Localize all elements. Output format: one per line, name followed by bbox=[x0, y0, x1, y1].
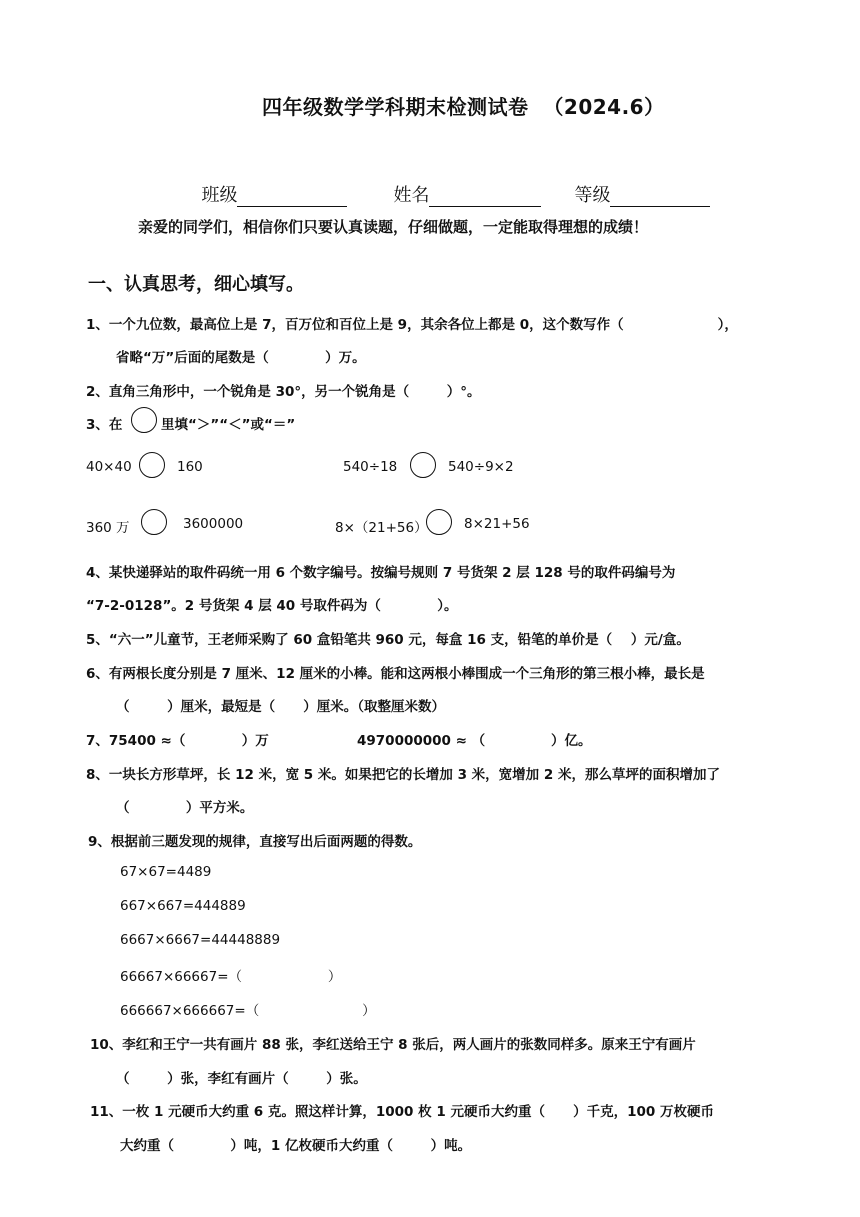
question-10-line-1: 10、李红和王宁一共有画片 88 张，李红送给王宁 8 张后，两人画片的张数同样多。原来王宁有画片 bbox=[90, 1037, 696, 1053]
question-7-part-b: 4970000000 ≈ （ ）亿。 bbox=[357, 733, 592, 749]
class-label: 班级 bbox=[201, 185, 238, 206]
question-1-line-1: 1、一个九位数，最高位上是 7，百万位和百位上是 9，其余各位上都是 0，这个数写作（ ）， bbox=[86, 317, 738, 333]
name-blank[interactable] bbox=[429, 186, 541, 207]
grade-blank[interactable] bbox=[610, 186, 710, 207]
question-6-line-2: （ ）厘米，最短是（ ）厘米。（取整厘米数） bbox=[116, 699, 446, 715]
compare-a-left: 40×40 bbox=[86, 459, 132, 475]
compare-circle-b[interactable] bbox=[410, 452, 436, 478]
question-5: 5、“六一”儿童节，王老师采购了 60 盒铅笔共 960 元，每盒 16 支，铅笔的单价是（ ）元/盒。 bbox=[86, 632, 690, 648]
grade-field bbox=[563, 160, 710, 207]
question-6-line-1: 6、有两根长度分别是 7 厘米、12 厘米的小棒。能和这两根小棒围成一个三角形的第三根小棒，最长是 bbox=[86, 666, 705, 682]
question-10-line-2: （ ）张，李红有画片（ ）张。 bbox=[116, 1071, 367, 1087]
question-9-eq-1: 67×67=4489 bbox=[120, 864, 212, 880]
question-9-eq-4: 66667×66667=（ ） bbox=[120, 969, 342, 985]
question-9-intro: 9、根据前三题发现的规律，直接写出后面两题的得数。 bbox=[88, 834, 422, 850]
question-9-eq-3: 6667×6667=44448889 bbox=[120, 932, 281, 948]
compare-a-right: 160 bbox=[177, 459, 203, 475]
question-7-part-a: 7、75400 ≈（ ）万 bbox=[86, 733, 269, 749]
question-1-line-2: 省略“万”后面的尾数是（ ）万。 bbox=[116, 350, 366, 366]
class-blank[interactable] bbox=[237, 186, 347, 207]
compare-b-right: 540÷9×2 bbox=[448, 459, 514, 475]
compare-c-right: 3600000 bbox=[183, 516, 244, 532]
question-4-line-2: “7-2-0128”。2 号货架 4 层 40 号取件码为（ ）。 bbox=[86, 598, 458, 614]
question-9-eq-2: 667×667=444889 bbox=[120, 898, 246, 914]
compare-circle-d[interactable] bbox=[426, 509, 452, 535]
question-8-line-2: （ ）平方米。 bbox=[116, 800, 254, 816]
question-3-post: 里填“＞”“＜”或“＝” bbox=[161, 417, 296, 433]
question-2: 2、直角三角形中，一个锐角是 30°，另一个锐角是（ ）°。 bbox=[86, 384, 481, 400]
grade-label: 等级 bbox=[574, 185, 611, 206]
compare-d-right: 8×21+56 bbox=[464, 516, 530, 532]
compare-d-left: 8×（21+56） bbox=[335, 520, 428, 536]
section-heading: 一、认真思考，细心填写。 bbox=[88, 274, 304, 295]
compare-circle-c[interactable] bbox=[141, 509, 167, 535]
name-field bbox=[382, 160, 541, 207]
question-11-line-2: 大约重（ ）吨，1 亿枚硬币大约重（ ）吨。 bbox=[120, 1138, 472, 1154]
motto-text: 亲爱的同学们，相信你们只要认真读题，仔细做题，一定能取得理想的成绩！ bbox=[138, 218, 649, 236]
compare-b-left: 540÷18 bbox=[343, 459, 398, 475]
question-3-pre: 3、在 bbox=[86, 417, 123, 433]
compare-circle-example bbox=[131, 407, 157, 433]
question-8-line-1: 8、一块长方形草坪，长 12 米，宽 5 米。如果把它的长增加 3 米，宽增加 2 米，那么草坪的面积增加了 bbox=[86, 767, 720, 783]
class-field bbox=[190, 160, 347, 207]
compare-circle-a[interactable] bbox=[139, 452, 165, 478]
name-label: 姓名 bbox=[393, 185, 430, 206]
compare-c-left: 360 万 bbox=[86, 520, 130, 536]
question-9-eq-5: 666667×666667=（ ） bbox=[120, 1003, 376, 1019]
question-4-line-1: 4、某快递驿站的取件码统一用 6 个数字编号。按编号规则 7 号货架 2 层 128 号的取件码编号为 bbox=[86, 565, 676, 581]
exam-title: 四年级数学学科期末检测试卷 （2024.6） bbox=[262, 95, 665, 119]
question-11-line-1: 11、一枚 1 元硬币大约重 6 克。照这样计算，1000 枚 1 元硬币大约重（ ）千克，100 万枚硬币 bbox=[90, 1104, 715, 1120]
